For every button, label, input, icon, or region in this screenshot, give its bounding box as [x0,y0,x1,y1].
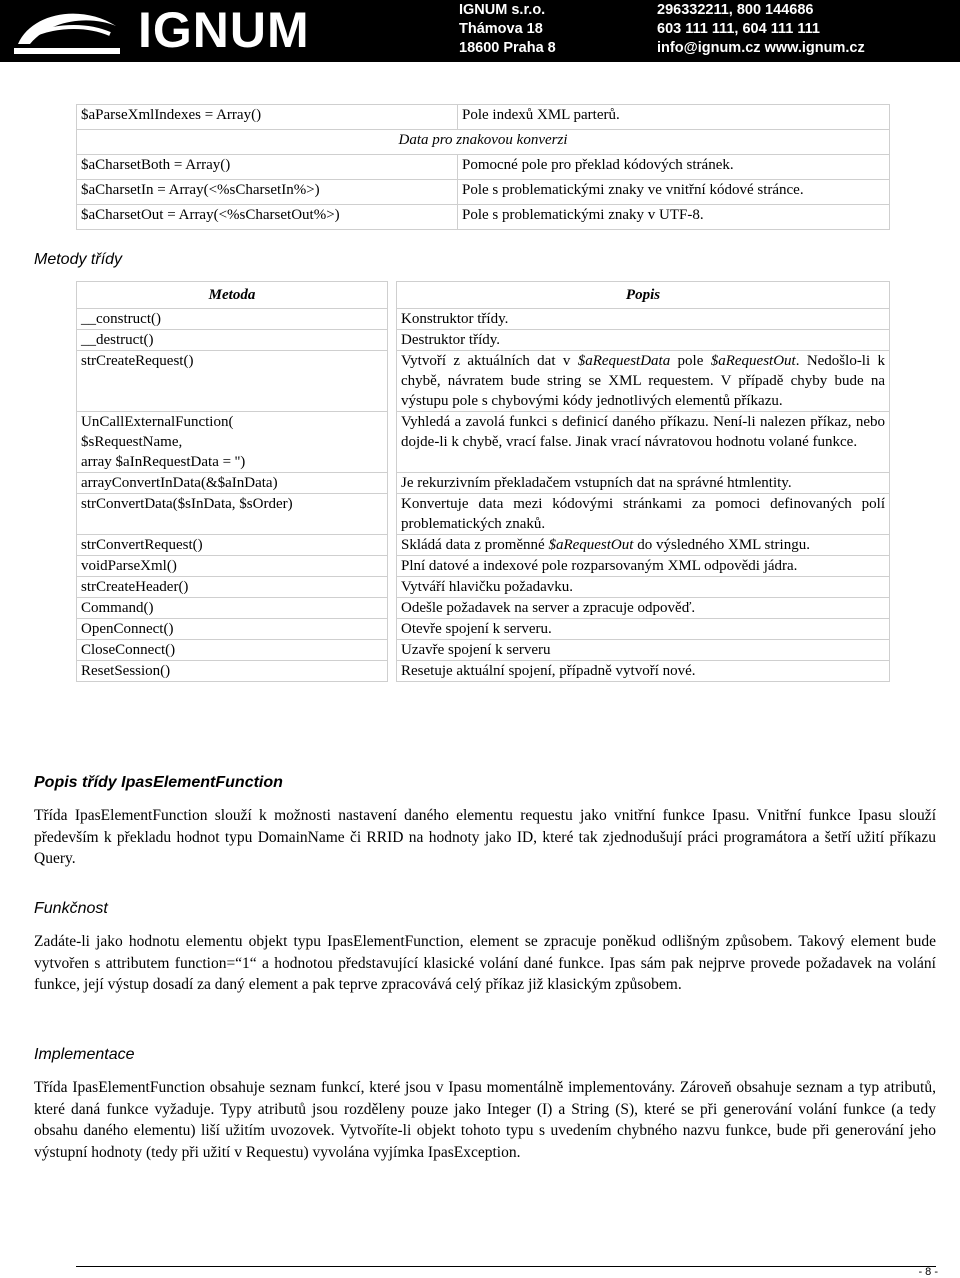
column-gap [388,351,397,412]
column-header-method: Metoda [77,282,388,309]
methods-heading: Metody třídy [34,251,123,268]
company-city: 18600 Praha 8 [459,40,556,56]
column-gap [388,577,397,598]
table-row [77,105,890,130]
desc-text: Vytvoří z aktuálních dat v [401,353,578,369]
method-desc: Vytváří hlavičku požadavku. [397,577,890,598]
method-desc: Uzavře spojení k serveru [397,640,890,661]
attr-name: $aCharsetOut = Array(<%sCharsetOut%>) [77,205,458,230]
table-row [77,309,890,330]
column-gap [388,473,397,494]
method-name: __destruct() [77,330,388,351]
method-desc [397,351,890,412]
column-gap [388,661,397,682]
desc-text: do výsledného XML stringu. [633,537,810,553]
column-gap [388,309,397,330]
method-desc: Konstruktor třídy. [397,309,890,330]
column-gap [388,330,397,351]
company-name: IGNUM s.r.o. [459,2,546,18]
method-name-line: UnCallExternalFunction( [81,414,234,430]
footer-divider [76,1266,936,1267]
attr-desc: Pomocné pole pro překlad kódových stránek. [458,155,890,180]
method-name: Command() [77,598,388,619]
method-name: OpenConnect() [77,619,388,640]
column-gap [388,598,397,619]
attr-desc: Pole s problematickými znaky v UTF-8. [458,205,890,230]
desc-variable: $aRequestData [577,353,671,369]
method-desc: Konvertuje data mezi kódovými stránkami za pomoci definovaných polí problematických znaků. [397,494,890,535]
desc-variable: $aRequestOut [710,353,796,369]
desc-text: Skládá data z proměnné [401,537,549,553]
company-contact [657,1,865,58]
class-description-heading: Popis třídy IpasElementFunction [34,774,283,791]
column-gap [388,412,397,473]
table-row [77,330,890,351]
page-number: - 8 - [918,1266,938,1278]
desc-text: pole [670,353,711,369]
table-row [77,619,890,640]
table-row [77,640,890,661]
attr-name: $aCharsetBoth = Array() [77,155,458,180]
method-desc [397,535,890,556]
column-gap [388,556,397,577]
desc-text: . Nedošlo-li k chybě, návratem bude string se XML requestem. V případě chyby bude na výstupu pole s chybovými kódy jednotlivých elementů příkazu. [401,353,885,409]
implementation-text: Třída IpasElementFunction obsahuje seznam funkcí, které jsou v Ipasu momentálně implementovány. Zároveň obsahuje seznam a typ atributů, které daná funkce vyžaduje. Typy atributů jsou rozděleny pouze jako Integer (I) a String (S), které se při generování volání funkce (a tedy obsahu daného elementu) liší užitím uvozovek. Vytvoříte-li objekt tohoto typu s uvedením chybného nazvu funkce, bude při generování jeho výstupní hodnoty (tedy při užití v Requestu) vyvolána vyjímka IpasException. [34,1079,936,1161]
method-name: CloseConnect() [77,640,388,661]
method-name-line: array $aInRequestData = '') [81,454,246,470]
attributes-table [76,104,890,230]
column-gap [388,619,397,640]
company-address [459,1,556,58]
attr-desc: Pole indexů XML parterů. [458,105,890,130]
column-gap [388,494,397,535]
functionality-text: Zadáte-li jako hodnotu elementu objekt typu IpasElementFunction, element se zpracuje poněkud odlišným způsobem. Takový element bude vytvořen s attributem function=“1“ a hodnotou představující klasické volání dané funkce. Ipas sám pak nejprve provede požadavek na volání funkce, její výstup dosadí za daný element a pak teprve zpracovává celý příkaz již klasickým způsobem. [34,933,936,993]
method-name: strCreateRequest() [77,351,388,412]
method-desc: Je rekurzivním překladačem vstupních dat na správné htmlentity. [397,473,890,494]
implementation-heading: Implementace [34,1046,135,1063]
ignum-logo-icon [12,4,122,60]
table-row [77,556,890,577]
method-name: voidParseXml() [77,556,388,577]
method-name: ResetSession() [77,661,388,682]
method-name [77,412,388,473]
attr-name: $aCharsetIn = Array(<%sCharsetIn%>) [77,180,458,205]
method-desc: Odešle požadavek na server a zpracuje odpověď. [397,598,890,619]
company-phones: 603 111 111, 604 111 111 [657,21,820,37]
column-header-description: Popis [397,282,890,309]
table-row [77,205,890,230]
attr-group-heading: Data pro znakovou konverzi [77,130,890,155]
table-row [77,130,890,155]
desc-variable: $aRequestOut [548,537,634,553]
functionality-heading: Funkčnost [34,900,108,917]
method-name: arrayConvertInData(&$aInData) [77,473,388,494]
company-street: Thámova 18 [459,21,543,37]
table-row [77,155,890,180]
logo-text: IGNUM [138,2,310,58]
attr-desc: Pole s problematickými znaky ve vnitřní kódové stránce. [458,180,890,205]
attr-name: $aParseXmlIndexes = Array() [77,105,458,130]
company-web[interactable]: info@ignum.cz www.ignum.cz [657,40,865,56]
table-row [77,180,890,205]
page-header [0,0,960,62]
method-name: strConvertData($sInData, $sOrder) [77,494,388,535]
method-name: strCreateHeader() [77,577,388,598]
table-row [77,598,890,619]
methods-table [76,281,890,682]
method-name: __construct() [77,309,388,330]
column-gap [388,640,397,661]
method-desc: Vyhledá a zavolá funkci s definicí daného příkazu. Není-li nalezen příkaz, nebo dojde-li k chybě, vrací false. Jinak vrací návratovou hodnotu volané funkce. [397,412,890,473]
method-desc: Plní datové a indexové pole rozparsovaným XML odpovědi jádra. [397,556,890,577]
table-row [77,412,890,473]
method-desc: Resetuje aktuální spojení, případně vytvoří nové. [397,661,890,682]
method-desc: Destruktor třídy. [397,330,890,351]
company-ids: 296332211, 800 144686 [657,2,814,18]
table-row [77,494,890,535]
table-row [77,351,890,412]
table-header-row [77,282,890,309]
column-gap [388,282,397,309]
table-row [77,577,890,598]
method-name-line: $sRequestName, [81,434,183,450]
table-row [77,661,890,682]
class-description-text: Třída IpasElementFunction slouží k možnosti nastavení daného elementu requestu jako vnitřní funkce Ipasu. Vnitřní funkce Ipasu slouží především k překladu hodnot typu DomainName či RRID na hodnoty jako ID, které tak zjednodušují práci programátora a šetří užití příkazu Query. [34,807,936,867]
method-desc: Otevře spojení k serveru. [397,619,890,640]
table-row [77,535,890,556]
method-name: strConvertRequest() [77,535,388,556]
column-gap [388,535,397,556]
table-row [77,473,890,494]
